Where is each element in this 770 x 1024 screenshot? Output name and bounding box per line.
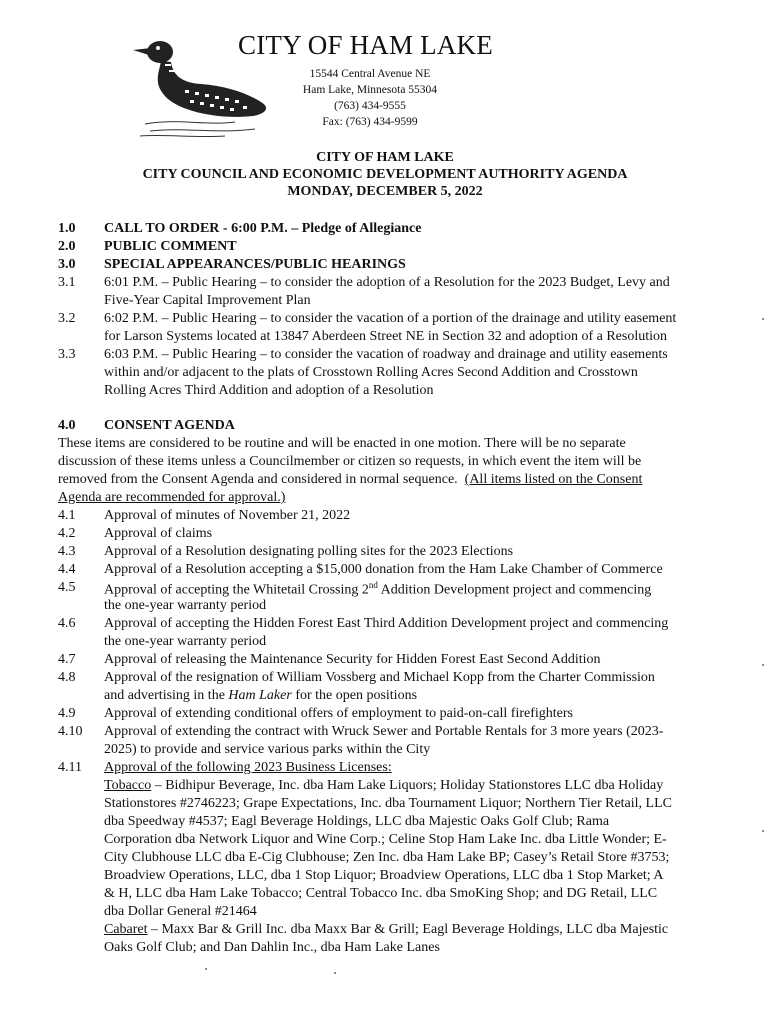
- tobacco-label: Tobacco: [104, 778, 152, 793]
- section-consent-agenda: CONSENT AGENDA: [104, 418, 235, 433]
- fax-number: Fax: (763) 434-9599: [322, 116, 418, 128]
- item-number: 3.1: [58, 275, 76, 290]
- consent-item: [104, 580, 651, 599]
- section-number: 4.0: [58, 418, 76, 433]
- scan-speck: [762, 318, 764, 320]
- consent-intro-text: discussion of these items unless a Councilmember or citizen so requests, in which event the item will be: [58, 454, 642, 469]
- hearing-text: 6:02 P.M. – Public Hearing – to consider the vacation of a portion of the drainage and utility easement: [104, 311, 677, 326]
- business-licenses-heading: Approval of the following 2023 Business Licenses:: [104, 760, 392, 775]
- section-number: 1.0: [58, 221, 76, 236]
- consent-item-part: Approval of accepting the Whitetail Crossing 2: [104, 582, 369, 598]
- item-number: 4.10: [58, 724, 83, 739]
- cabaret-label: Cabaret: [104, 922, 148, 937]
- hearing-text: Five-Year Capital Improvement Plan: [104, 293, 311, 308]
- consent-item-part: Addition Development project and commencing: [377, 582, 652, 598]
- scan-speck: [334, 972, 336, 974]
- consent-item: Approval of extending conditional offers of employment to paid-on-call firefighters: [104, 706, 573, 721]
- item-number: 4.3: [58, 544, 76, 559]
- consent-item: Approval of minutes of November 21, 2022: [104, 508, 351, 523]
- consent-item: Approval of accepting the Hidden Forest East Third Addition Development project and commencing: [104, 616, 669, 631]
- hearing-text: 6:03 P.M. – Public Hearing – to consider the vacation of roadway and drainage and utility easements: [104, 347, 668, 362]
- consent-item: the one-year warranty period: [104, 634, 267, 649]
- item-number: 4.5: [58, 580, 76, 595]
- license-text: Oaks Golf Club; and Dan Dahlin Inc., dba Ham Lake Lanes: [104, 940, 440, 955]
- license-text: dba Speedway #4537; Eagl Beverage Holdings, LLC dba Majestic Oaks Golf Club; Rama: [104, 814, 610, 829]
- agenda-title-city: CITY OF HAM LAKE: [316, 150, 454, 165]
- license-text: Corporation dba Network Liquor and Wine Corp.; Celine Stop Ham Lake Inc. dba Little Wonder; E-: [104, 832, 667, 847]
- address-city: Ham Lake, Minnesota 55304: [302, 84, 438, 96]
- license-text: Broadview Operations, LLC, dba 1 Stop Liquor; Broadview Operations, LLC dba 1 Stop Market; A: [104, 868, 664, 883]
- consent-item: Approval of releasing the Maintenance Security for Hidden Forest East Second Addition: [104, 652, 601, 667]
- tobacco-licenses: [104, 778, 663, 794]
- consent-item-part: for the open positions: [291, 688, 418, 703]
- city-name-heading: CITY OF HAM LAKE: [238, 30, 493, 60]
- consent-item: 2025) to provide and service various parks within the City: [104, 742, 431, 757]
- license-text: – Bidhipur Beverage, Inc. dba Ham Lake Liquors; Holiday Stationstores LLC dba Holiday: [151, 778, 664, 793]
- item-number: 4.1: [58, 508, 76, 523]
- consent-intro-text: [58, 472, 642, 488]
- consent-item: Approval of extending the contract with Wruck Sewer and Portable Rentals for 3 more years (2023-: [104, 724, 664, 739]
- license-text: City Clubhouse LLC dba E-Cig Clubhouse; Zen Inc. dba Ham Lake BP; Casey’s Retail Store #3753;: [104, 850, 670, 865]
- cabaret-licenses: [104, 922, 668, 938]
- section-number: 2.0: [58, 239, 76, 254]
- license-text: – Maxx Bar & Grill Inc. dba Maxx Bar & Grill; Eagl Beverage Holdings, LLC dba Majestic: [147, 922, 669, 937]
- consent-item: Approval of claims: [104, 526, 213, 541]
- item-number: 4.9: [58, 706, 76, 721]
- section-call-to-order: CALL TO ORDER - 6:00 P.M. – Pledge of Allegiance: [104, 221, 422, 236]
- consent-item: Approval of a Resolution accepting a $15,000 donation from the Ham Lake Chamber of Commerce: [104, 562, 663, 577]
- consent-item: [104, 688, 417, 704]
- hearing-text: within and/or adjacent to the plats of Crosstown Rolling Acres Second Addition and Crosstown: [104, 365, 638, 380]
- hearing-text: Rolling Acres Third Addition and adoption of a Resolution: [104, 383, 434, 398]
- license-text: & H, LLC dba Ham Lake Tobacco; Central Tobacco Inc. dba SmoKing Shop; and DG Retail, LLC: [104, 886, 658, 901]
- item-number: 4.2: [58, 526, 76, 541]
- agenda-title-date: MONDAY, DECEMBER 5, 2022: [287, 184, 483, 199]
- phone-number: (763) 434-9555: [334, 100, 406, 112]
- agenda-title-body: CITY COUNCIL AND ECONOMIC DEVELOPMENT AUTHORITY AGENDA: [142, 167, 628, 182]
- scan-speck: [762, 664, 764, 666]
- item-number: 4.8: [58, 670, 76, 685]
- section-public-comment: PUBLIC COMMENT: [104, 239, 237, 254]
- license-text: Stationstores #2746223; Grape Expectations, Inc. dba Tournament Liquor; Northern Tier Retail, LLC: [104, 796, 672, 811]
- item-number: 4.7: [58, 652, 76, 667]
- consent-intro-underlined: (All items listed on the Consent: [464, 472, 643, 487]
- consent-item-part: and advertising in the: [104, 688, 229, 703]
- section-number: 3.0: [58, 257, 76, 272]
- section-special-appearances: SPECIAL APPEARANCES/PUBLIC HEARINGS: [104, 257, 406, 272]
- item-number: 3.2: [58, 311, 76, 326]
- license-text: dba Dollar General #21464: [104, 904, 257, 919]
- newspaper-name: Ham Laker: [228, 688, 292, 703]
- address-street: 15544 Central Avenue NE: [309, 68, 431, 80]
- item-number: 4.11: [58, 760, 82, 775]
- hearing-text: 6:01 P.M. – Public Hearing – to consider the adoption of a Resolution for the 2023 Budget, Levy and: [104, 275, 670, 290]
- consent-intro-plain: removed from the Consent Agenda and considered in normal sequence.: [58, 472, 465, 487]
- consent-item: the one-year warranty period: [104, 598, 267, 613]
- item-number: 4.6: [58, 616, 76, 631]
- scan-speck: [205, 968, 207, 970]
- hearing-text: for Larson Systems located at 13847 Aberdeen Street NE in Section 32 and adoption of a Resolution: [104, 329, 667, 344]
- consent-item: Approval of the resignation of William Vossberg and Michael Kopp from the Charter Commission: [104, 670, 655, 685]
- item-number: 4.4: [58, 562, 76, 577]
- consent-intro-text: These items are considered to be routine and will be enacted in one motion. There will be no separate: [58, 436, 626, 451]
- consent-intro-underlined: Agenda are recommended for approval.): [58, 490, 286, 505]
- item-number: 3.3: [58, 347, 76, 362]
- ordinal-suffix: nd: [368, 580, 378, 590]
- scan-speck: [762, 830, 764, 832]
- consent-item: Approval of a Resolution designating polling sites for the 2023 Elections: [104, 544, 514, 559]
